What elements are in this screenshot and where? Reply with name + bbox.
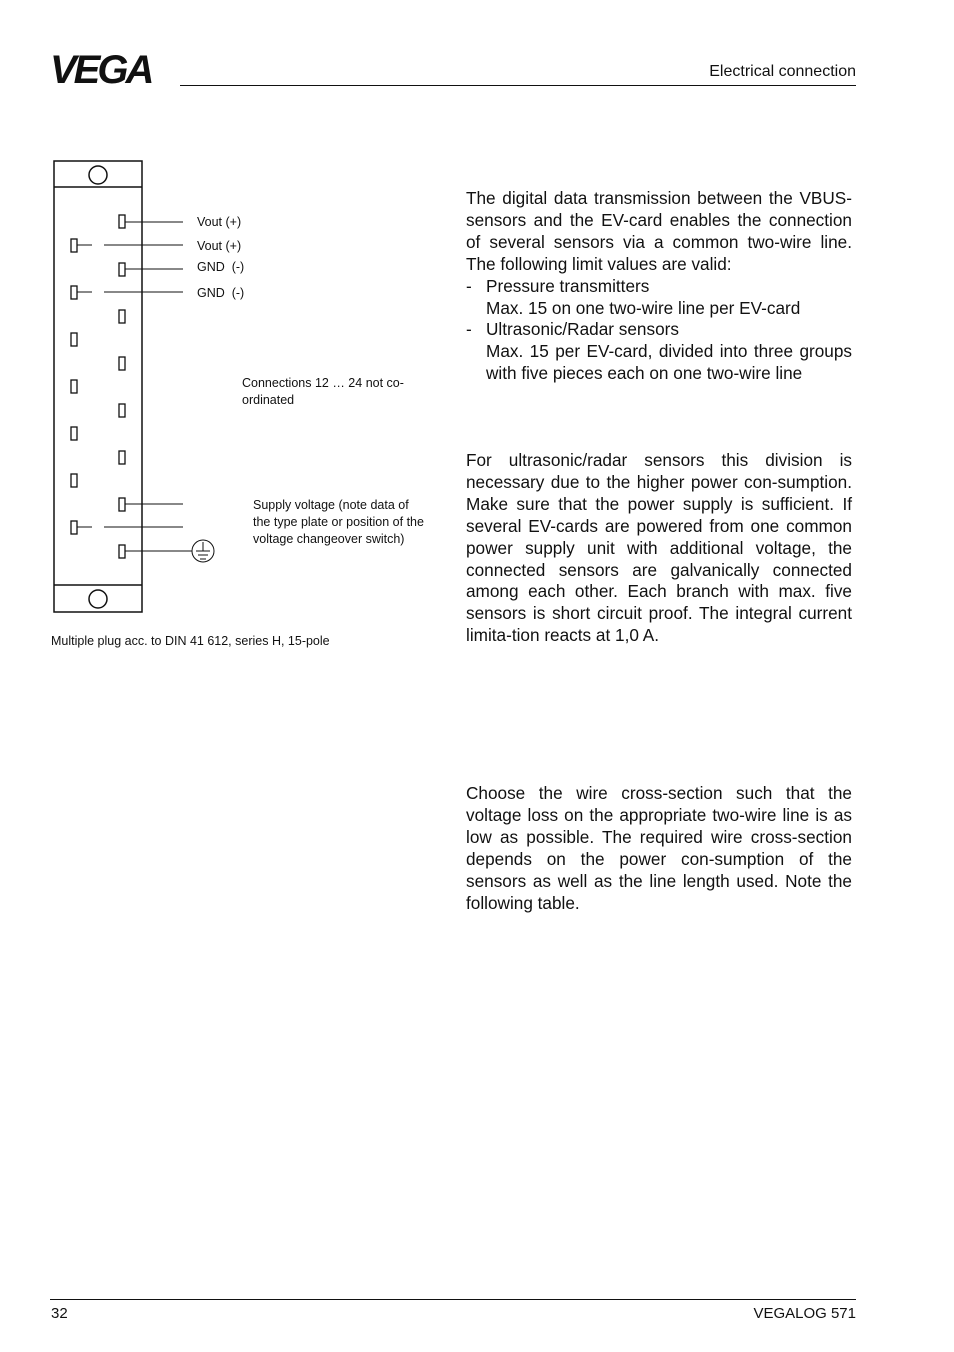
mounting-hole-bottom — [89, 590, 107, 608]
wire-section-paragraph — [466, 783, 852, 914]
contact-pin — [71, 333, 77, 346]
product-name: VEGALOG 571 — [753, 1305, 856, 1322]
list-item — [466, 319, 852, 385]
supply-voltage-note — [253, 497, 424, 548]
contact-pin — [71, 427, 77, 440]
footer-rule — [50, 1299, 856, 1300]
contact-pin — [119, 545, 125, 558]
label-vout-1: Vout (+) — [197, 215, 242, 229]
contact-pin — [119, 310, 125, 323]
contact-pin — [119, 263, 125, 276]
paragraph-text: Choose the wire cross-section such that the voltage loss on the appropriate two-wire line is as low as possible. The required wire cross-section depends on the power con-sumption of the sensors as well as the line length used. Note the following table. — [466, 783, 852, 913]
list-item-title: Ultrasonic/Radar sensors — [486, 319, 679, 340]
contact-pin — [71, 239, 77, 252]
supply-note-line: voltage changeover switch) — [253, 532, 405, 546]
supply-note-line: Supply voltage (note data of — [253, 498, 409, 512]
list-dash: - — [466, 319, 472, 340]
logo-text: VEGA — [50, 52, 152, 86]
paragraph-text: For ultrasonic/radar sensors this division is necessary due to the higher power con-sumption. Make sure that the power supply is sufficient. If several EV-cards are powered from one common power supply unit with additional voltage, the connected sensors are galvanically connected among each other. Each branch with max. five sensors is short circuit proof. The integral current limita-tion reacts at 1,0 A. — [466, 450, 852, 646]
intro-section — [466, 188, 852, 385]
contact-pin — [119, 357, 125, 370]
list-dash: - — [466, 275, 472, 296]
contact-pin — [71, 521, 77, 534]
connections-note-line: Connections 12 … 24 not co- — [242, 376, 404, 390]
label-gnd-1: GND (-) — [197, 260, 245, 274]
list-item — [466, 276, 852, 320]
limit-values-list — [466, 276, 852, 386]
list-item-title: Pressure transmitters — [486, 275, 650, 296]
list-item-detail: Max. 15 per EV-card, divided into three groups with five pieces each on one two-wire line — [486, 341, 852, 384]
page-number: 32 — [51, 1305, 68, 1322]
contact-pin — [71, 286, 77, 299]
contact-pin — [119, 215, 125, 228]
ground-icon — [192, 540, 214, 562]
label-vout-2: Vout (+) — [197, 239, 242, 253]
supply-note-line: the type plate or position of the — [253, 515, 424, 529]
section-title: Electrical connection — [709, 63, 856, 80]
diagram-caption: Multiple plug acc. to DIN 41 612, series H, 15-pole — [51, 634, 330, 648]
contact-pin — [119, 404, 125, 417]
contact-pin — [119, 498, 125, 511]
mounting-hole-top — [89, 166, 107, 184]
plug-body — [54, 161, 142, 612]
intro-paragraph: The digital data transmission between the VBUS-sensors and the EV-card enables the connection of several sensors via a common two-wire line. The following limit values are valid: — [466, 188, 852, 274]
contact-pin — [71, 380, 77, 393]
connections-note — [242, 375, 404, 409]
contact-pin — [119, 451, 125, 464]
contact-pin — [71, 474, 77, 487]
label-gnd-2: GND (-) — [197, 286, 245, 300]
list-item-detail: Max. 15 on one two-wire line per EV-card — [486, 297, 801, 318]
connections-note-line: ordinated — [242, 393, 295, 407]
power-supply-paragraph — [466, 450, 852, 647]
